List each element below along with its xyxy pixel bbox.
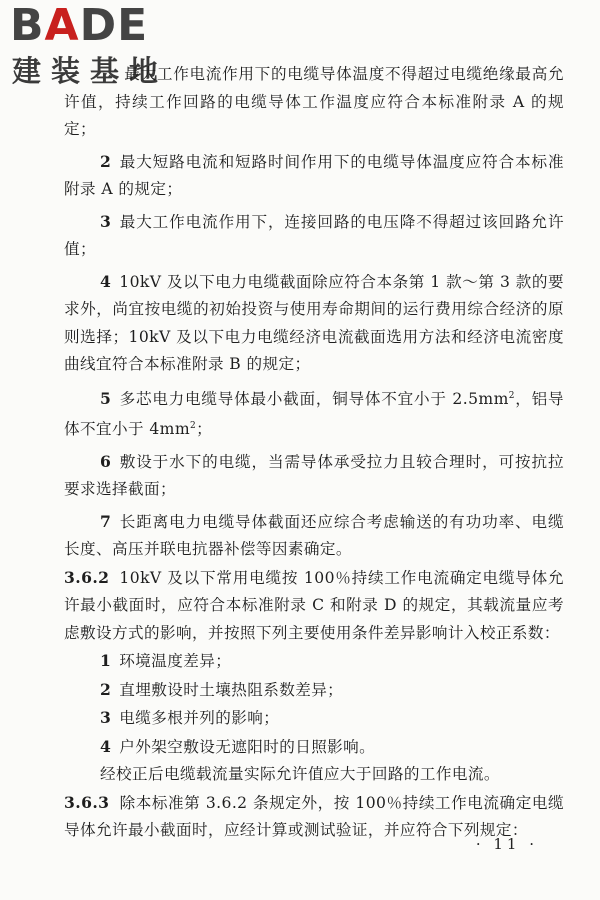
correction-note: 经校正后电缆载流量实际允许值应大于回路的工作电流。 (100, 765, 500, 784)
page-number: · 11 · (475, 835, 538, 853)
section-3-6-3: 3.6.3 除本标准第 3.6.2 条规定外，按 100％持续工作电流确定电缆导体允许最小截面时，应经计算或测试验证，并应符合下列规定： (64, 792, 564, 840)
logo-wordmark: BADE (10, 0, 149, 51)
paragraph-item-5: 5 多芯电力电缆导体最小截面，铜导体不宜小于 $2.5mm^2$，铝导体不宜小于 $4mm^2$； (64, 388, 564, 439)
logo-chinese-text: 建装基地 (12, 54, 169, 88)
paragraph-item-3: 3 最大工作电流作用下，连接回路的电压降不得超过该回路允许值； (64, 211, 564, 258)
section-3-6-2: 3.6.2 10kV 及以下常用电缆按 100％持续工作电流确定电缆导体允许最小截面时，应符合本标准附录 C 和附录 D 的规定，其载流量应考虑敷设方式的影响，并按照下列主要使用条件差异影响计入校正系数： (64, 567, 564, 642)
paragraph-item-2: 2 最大短路电流和短路时间作用下的电缆导体温度应符合本标准附录 A 的规定； (64, 151, 564, 198)
list-item-1: 1 环境温度差异； (100, 651, 232, 671)
list-item-2: 2 直埋敷设时土壤热阻系数差异； (100, 679, 344, 699)
paragraph-item-1: 最大工作电流作用下的电缆导体温度不得超过电缆绝缘最高允许值，持续工作回路的电缆导体工作温度应符合本标准附录 A 的规定； (64, 65, 564, 138)
paragraph-item-6: 6 敷设于水下的电缆，当需导体承受拉力且较合理时，可按抗拉要求选择截面； (64, 451, 564, 499)
document-body (64, 61, 564, 845)
paragraph-item-4: 4 10kV 及以下电力电缆截面除应符合本条第 1 款～第 3 款的要求外，尚宜按电缆的初始投资与使用寿命期间的运行费用综合经济的原则选择；10kV 及以下电力电缆经济电流截面选用方法和经济电流密度曲线宜符合本标准附录 B 的规定； (64, 271, 564, 373)
paragraph-item-7: 7 长距离电力电缆导体截面还应综合考虑输送的有功功率、电缆长度、高压并联电抗器补偿等因素确定。 (64, 511, 564, 559)
list-item-4: 4 户外架空敷设无遮阳时的日照影响。 (100, 736, 376, 756)
list-item-3: 3 电缆多根并列的影响； (100, 708, 280, 728)
